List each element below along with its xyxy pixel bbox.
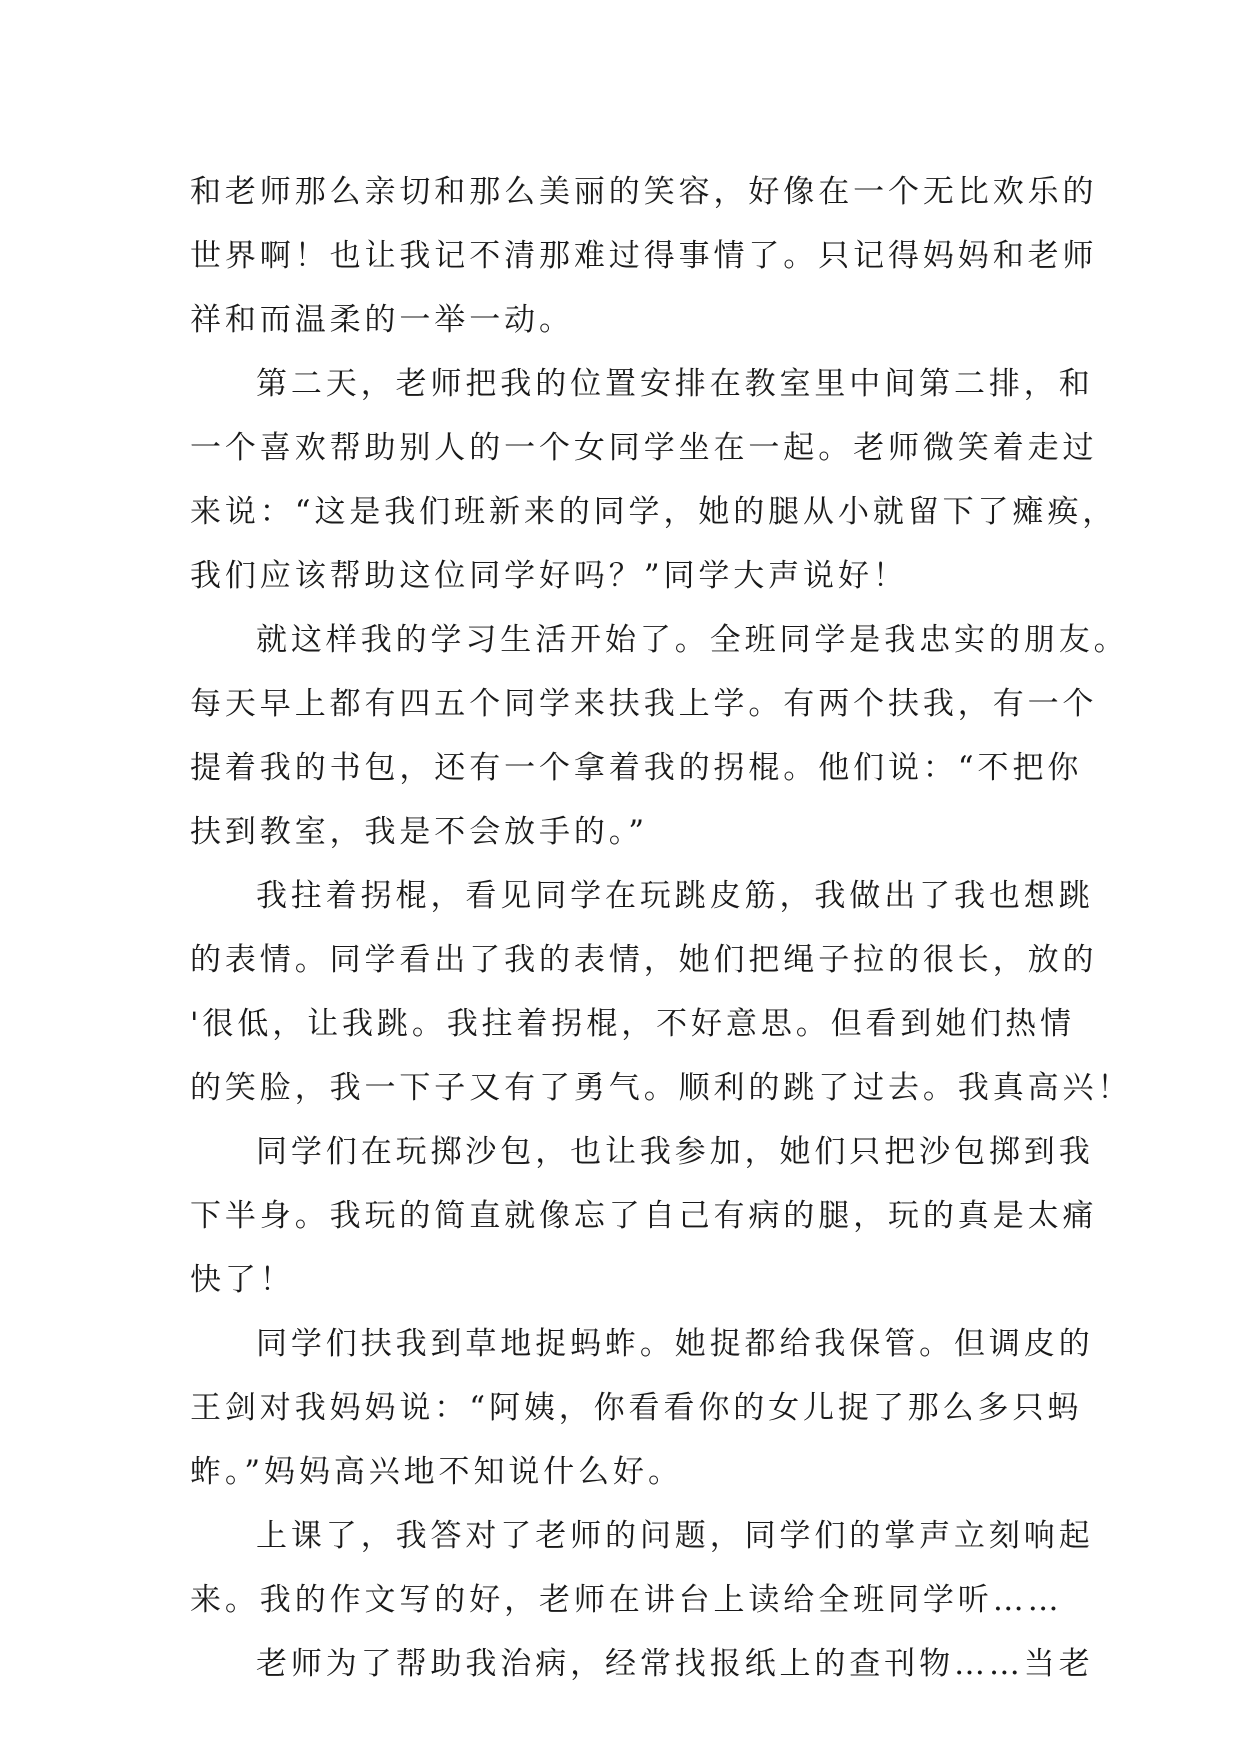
text-line: 的表情。同学看出了我的表情，她们把绳子拉的很长，放的 — [190, 942, 1098, 978]
text-line: 每天早上都有四五个同学来扶我上学。有两个扶我，有一个 — [190, 686, 1098, 722]
text-line: 祥和而温柔的一举一动。 — [190, 302, 574, 338]
text-line: 世界啊！也让我记不清那难过得事情了。只记得妈妈和老师 — [190, 238, 1098, 274]
text-line: 和老师那么亲切和那么美丽的笑容，好像在一个无比欢乐的 — [190, 174, 1098, 210]
text-line: 的笑脸，我一下子又有了勇气。顺利的跳了过去。我真高兴！ — [190, 1070, 1133, 1106]
text-line: 一个喜欢帮助别人的一个女同学坐在一起。老师微笑着走过 — [190, 430, 1098, 466]
text-line: 扶到教室，我是不会放手的。” — [190, 814, 648, 850]
paragraph-start-line: 就这样我的学习生活开始了。全班同学是我忠实的朋友。 — [256, 622, 1129, 658]
body-text — [190, 160, 1133, 1696]
text-line: 来说：“这是我们班新来的同学，她的腿从小就留下了瘫痪， — [190, 494, 1118, 530]
text-line: 来。我的作文写的好，老师在讲台上读给全班同学听…… — [190, 1582, 1063, 1618]
text-line: 我们应该帮助这位同学好吗？”同学大声说好！ — [190, 558, 908, 594]
text-line: 下半身。我玩的简直就像忘了自己有病的腿，玩的真是太痛 — [190, 1198, 1098, 1234]
paragraph-start-line: 同学们在玩掷沙包，也让我参加，她们只把沙包掷到我 — [256, 1134, 1094, 1170]
paragraph-start-line: 第二天，老师把我的位置安排在教室里中间第二排，和 — [256, 366, 1094, 402]
text-line: 蚱。”妈妈高兴地不知说什么好。 — [190, 1454, 683, 1490]
text-line: 王剑对我妈妈说：“阿姨，你看看你的女儿捉了那么多只蚂 — [190, 1390, 1083, 1426]
text-line: 快了！ — [190, 1262, 295, 1298]
paragraph-start-line: 同学们扶我到草地捉蚂蚱。她捉都给我保管。但调皮的 — [256, 1326, 1094, 1362]
paragraph-start-line: 上课了，我答对了老师的问题，同学们的掌声立刻响起 — [256, 1518, 1094, 1554]
text-line: '很低，让我跳。我拄着拐棍，不好意思。但看到她们热情 — [190, 1006, 1075, 1042]
paragraph-start-line: 老师为了帮助我治病，经常找报纸上的查刊物……当老 — [256, 1646, 1094, 1682]
paragraph-start-line: 我拄着拐棍，看见同学在玩跳皮筋，我做出了我也想跳 — [256, 878, 1094, 914]
text-line: 提着我的书包，还有一个拿着我的拐棍。他们说：“不把你 — [190, 750, 1083, 786]
